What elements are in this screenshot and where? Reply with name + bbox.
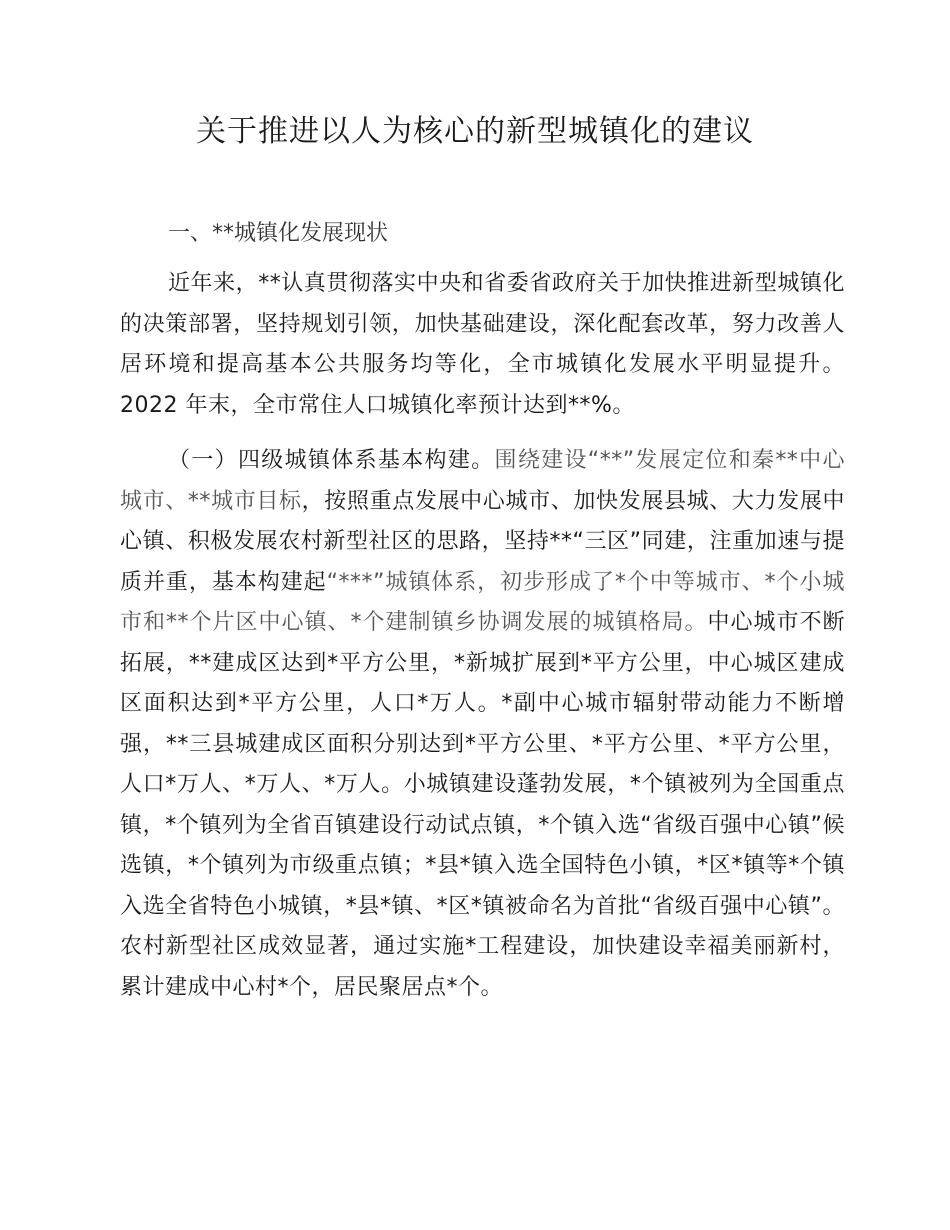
- paragraph-segment-4: 中心城市不断拓展，**建成区达到*平方公里，*新城扩展到*平方公里，中心城区建成区面积达到*平方公里，人口*万人。*副中心城市辐射带动能力不断增强，**三县城建成区面积分别达到*平方公里、*平方公里、*平方公里，人口*万人、*万人、*万人。小城镇建设蓬勃发展，*个镇被列为全国重点镇，*个镇列为全省百镇建设行动试点镇，*个镇入选“省级百强中心镇”候选镇，*个镇列为市级重点镇；*县*镇入选全国特色小镇，*区*镇等*个镇入选全省特色小城镇，*县*镇、*区*镇被命名为首批“省级百强中心镇”。农村新型社区成效显著，通过实施*工程建设，加快建设幸福美丽新村，累计建成中心村*个，居民聚居点*个。: [120, 610, 845, 1000]
- paragraph-segment-2: ，按照重点发展中心城市、加快发展县城、大力发展中心镇、积极发展农村新型社区的思路，坚持**“三区”同建，注重加速与提质并重，基本构建起: [120, 488, 845, 595]
- paragraph-lead: （一）四级城镇体系基本构建。: [168, 448, 495, 473]
- paragraph-overview: 近年来，**认真贯彻落实中央和省委省政府关于加快推进新型城镇化的决策部署，坚持规划引领，加快基础建设，深化配套改革，努力改善人居环境和提高基本公共服务均等化，全市城镇化发展水平明显提升。2022 年末，全市常住人口城镇化率预计达到**%。: [120, 271, 845, 418]
- section-heading: 一、**城镇化发展现状: [168, 221, 389, 246]
- paragraph-urban-system: [120, 441, 845, 1008]
- document-title: 关于推进以人为核心的新型城镇化的建议: [196, 114, 754, 149]
- paragraph-segment-3: “***”城镇体系，初步形成了*个中等城市、*个小城市和**个片区中心镇、*个建制镇乡协调发展的城镇格局。: [120, 569, 845, 635]
- paragraph-segment-1: 围绕建设“**”发展定位和秦**中心城市、**城市目标: [120, 448, 845, 514]
